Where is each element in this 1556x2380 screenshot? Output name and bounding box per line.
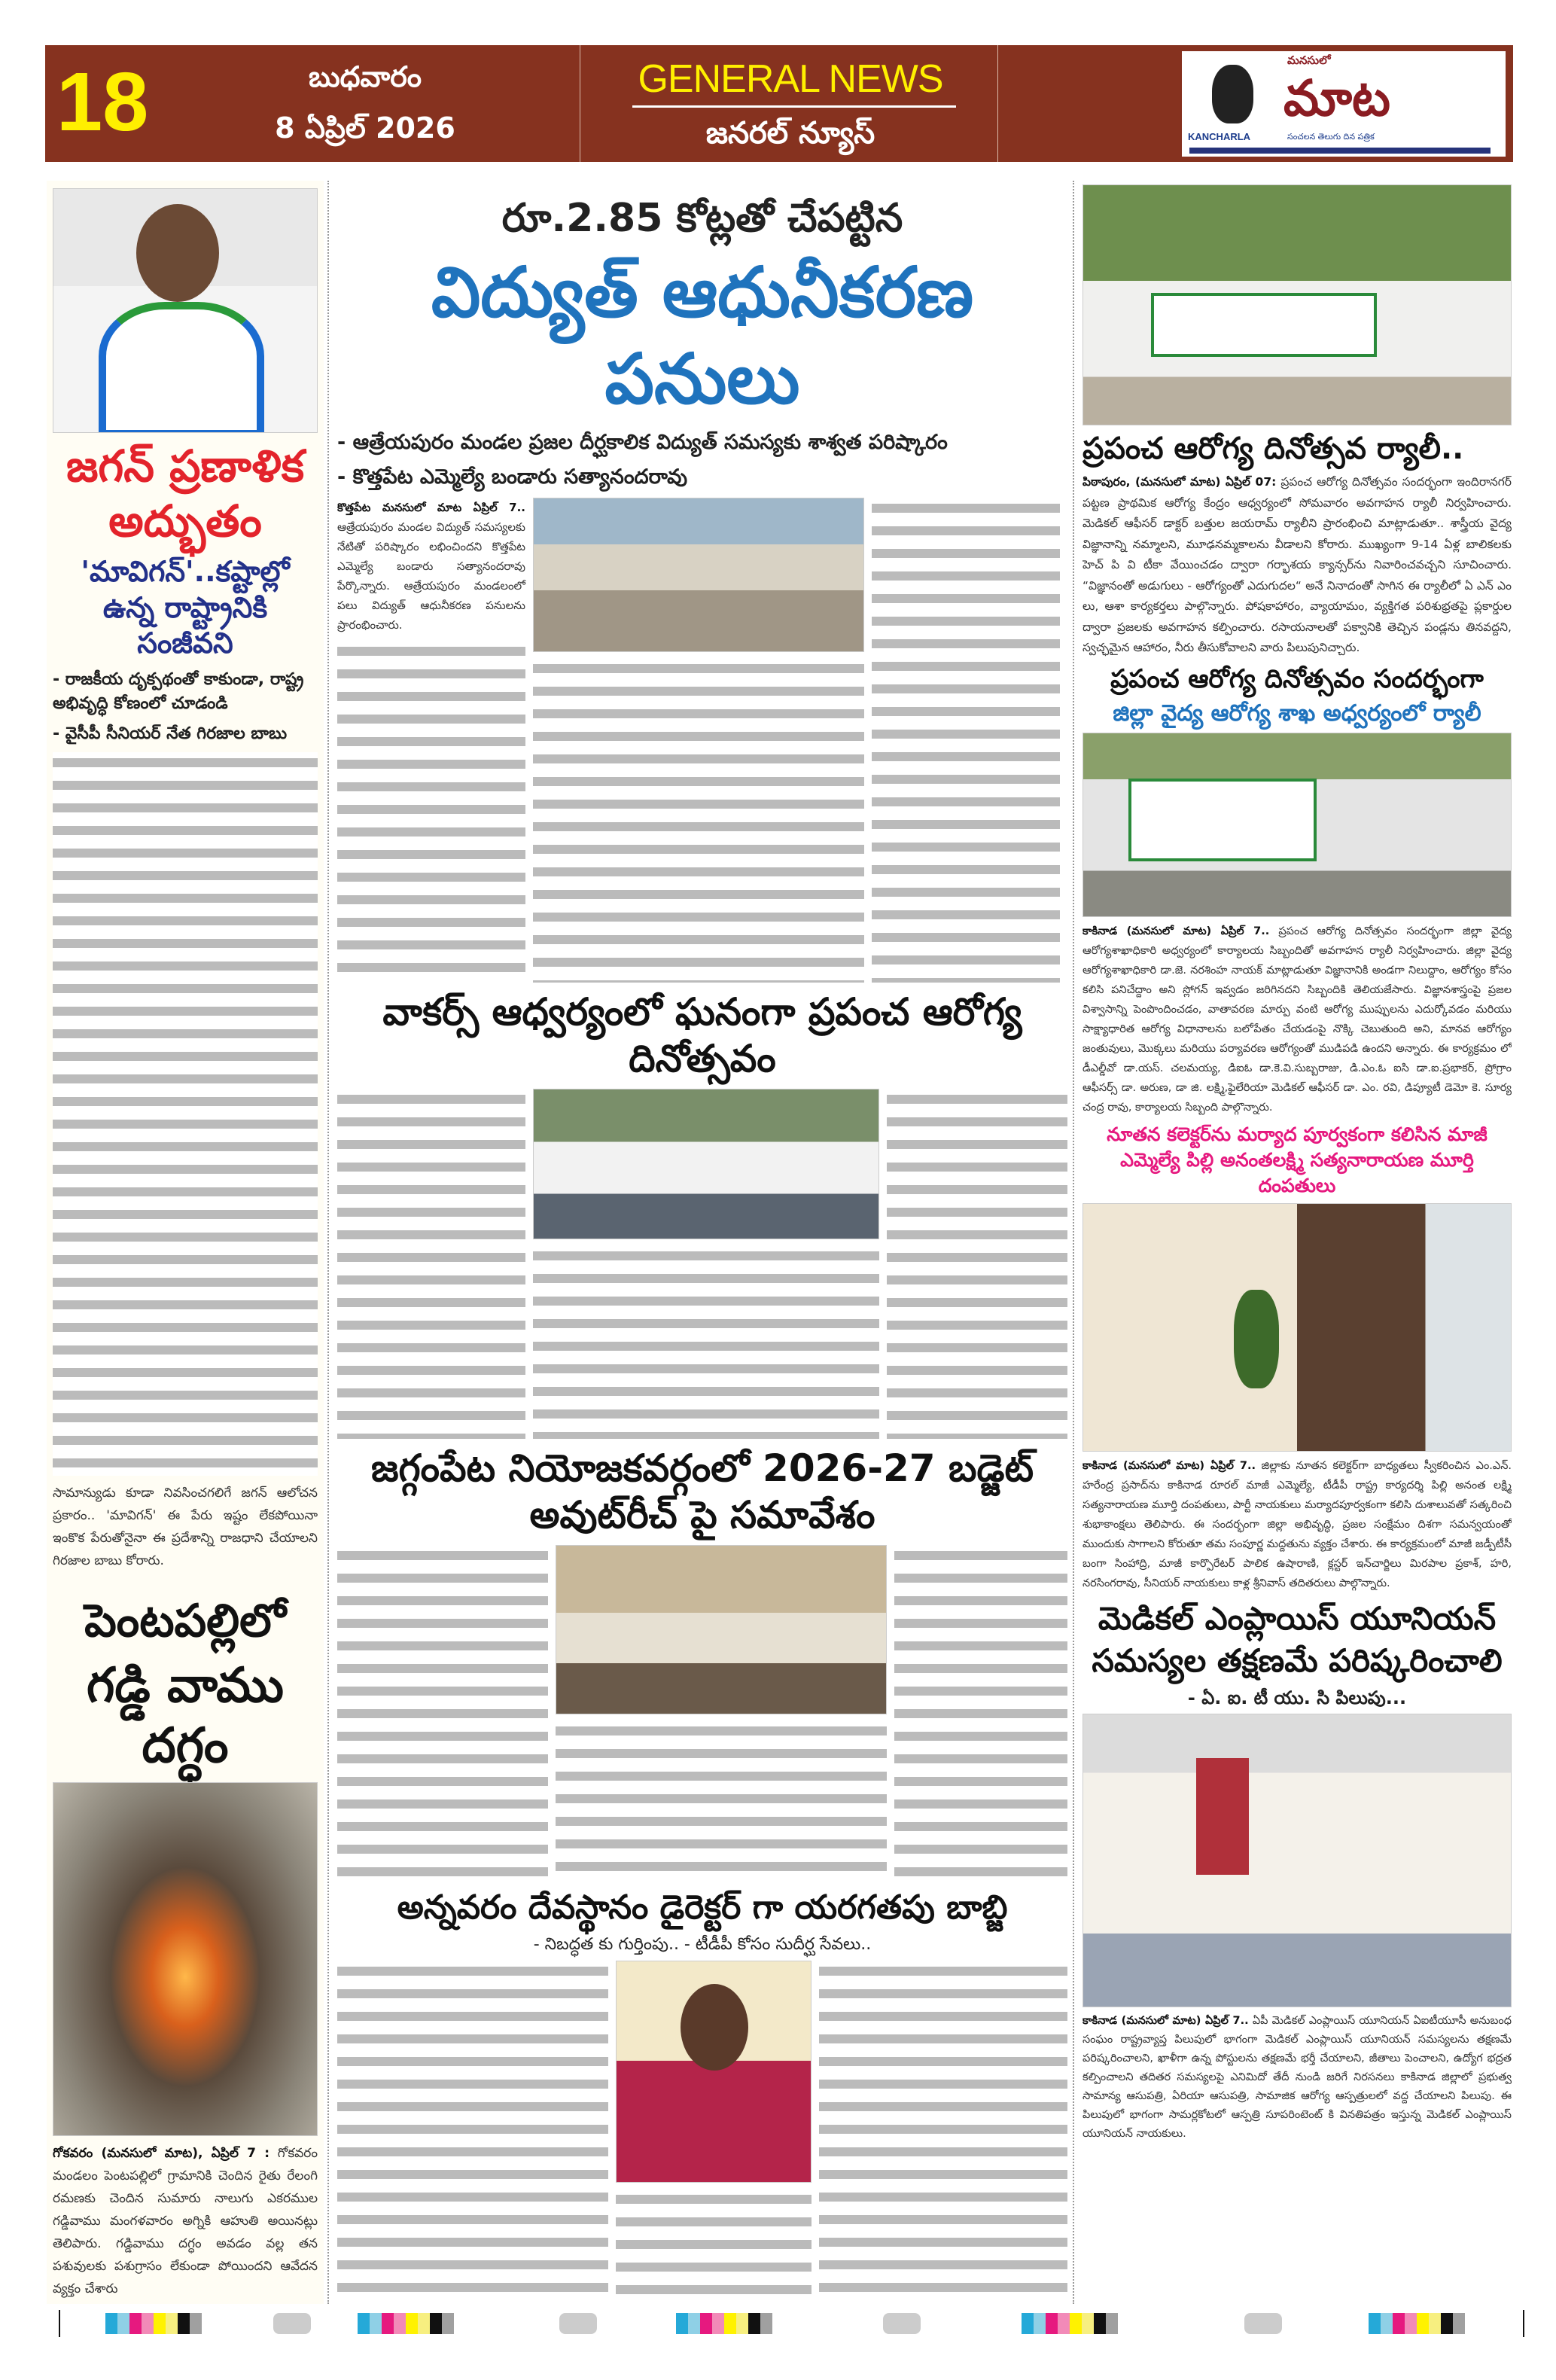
color-swatch [142,2313,154,2334]
color-swatch [1082,2313,1094,2334]
color-swatch [1429,2313,1441,2334]
article-body-text [533,1245,879,1439]
color-swatch [736,2313,748,2334]
color-swatch [382,2313,394,2334]
logo-tagline: సంచలన తెలుగు దిన పత్రిక [1287,132,1375,142]
story-walkers [337,1089,1067,1439]
color-swatch [394,2313,406,2334]
color-swatch [442,2313,454,2334]
color-swatch [166,2313,178,2334]
date: 8 ఏప్రిల్ 2026 [275,111,455,145]
article-body-text [337,1545,548,1881]
article-body-text [337,1089,525,1439]
article-body [1083,2012,1512,2144]
bullet: - కొత్తపేట ఎమ్మెల్యే బండారు సత్యానందరావు [337,465,688,489]
gray-patch [883,2313,921,2334]
body-text: జిల్లాకు నూతన కలెక్టర్‌గా బాధ్యతలు స్వీకరించిన ఎం.ఎన్. హరేంద్ర ప్రసాద్‌ను కాకినాడ రూరల్ మాజీ ఎమ్మెల్యే, టీడీపీ రాష్ట్ర కార్యదర్శి పిల్లి అనంత లక్ష్మి సత్యనారాయణ మూర్తి దంపతులు, పార్టీ నాయకులు మర్యాదపూర్వకంగా కలిసి దుశాలువతో సత్కరించి శుభాకాంక్షలు తెలిపారు. ఈ సందర్భంగా జిల్లా అభివృద్ధి, ప్రజల సంక్షేమం దిశగా సమన్వయంతో ముందుకు సాగాలని కోరుతూ తమ సంపూర్ణ మద్దతును వ్యక్తం చేశారు. ఈ కార్యక్రమంలో మాజీ జడ్పీటీసీ బంగా సింహాద్రి, మాజీ కార్పొరేటర్ పాలిక ఉషారాణి, క్లస్టర్ ఇన్‌చార్జిలు మిరపాల ప్రకాశ్, హరి, నరసింగరావు, సీనియర్ నాయకులు కాళ్ల శ్రీనివాస్ తదితరులు పాల్గొన్నారు. [1083,1459,1512,1589]
article-body-text [616,2189,811,2300]
left-column [53,188,318,2300]
headline: జగన్ ప్రణాళిక అద్భుతం [66,440,304,547]
article-body [53,2142,318,2300]
kicker: రూ.2.85 కోట్లతో చేపట్టిన [501,196,903,241]
headline: గడ్డి వాము దగ్ధం [87,1658,284,1774]
headline: ప్రపంచ ఆరోగ్య దినోత్సవం సందర్భంగా [1110,663,1484,694]
body-text: ఆత్రేయపురం మండల విద్యుత్ సమస్యలకు నేటితో పరిష్కారం లభించిందని కొత్తపేట ఎమ్మెల్యే బండారు సత్యానందరావు పేర్కొన్నారు. ఆత్రేయపురం మండలంలో పలు విద్యుత్ ఆధునీకరణ పనులను ప్రారంభించారు. [337,520,525,632]
gray-patch [273,2313,311,2334]
logo-small: మనసులో [1287,53,1331,67]
day: బుధవారం [308,60,422,93]
color-swatch [129,2313,142,2334]
bullet: - ఆత్రేయపురం మండల ప్రజల దీర్ఘకాలిక విద్యుత్ సమస్యకు శాశ్వత పరిష్కారం [337,431,948,454]
inauguration-photo [533,498,864,652]
portrait-icon [1212,65,1253,123]
newspaper-logo [1182,51,1506,157]
logo-brand: KANCHARLA [1188,131,1251,142]
color-swatch [1022,2313,1034,2334]
color-bar [358,2313,454,2334]
article-body [337,498,525,635]
color-swatch [1405,2313,1417,2334]
color-swatch [1417,2313,1429,2334]
color-swatch [748,2313,760,2334]
bullet: - వైసీపీ సీనియర్ నేత గిరజాల బాబు [53,724,288,743]
article-body-end: సామాన్యుడు కూడా నివసించగలిగే జగన్ ఆలోచన ప్రకారం.. 'మావిగన్' ఈ పేరు ఇష్టం లేకపోయినా ఇంకొక పేరుతోనైనా ఈ ప్రదేశాన్ని రాజధాని చేయాలని గిరజాల బాబు కోరారు. [53,1486,318,1568]
article-body-text [337,1961,608,2300]
color-swatch [190,2313,202,2334]
color-bar [1022,2313,1118,2334]
color-swatch [1094,2313,1106,2334]
article-body-text [337,641,525,983]
color-swatch [1106,2313,1118,2334]
dateline: కాకినాడ (మనసులో మాట) ఏప్రిల్ 7.. [1083,1459,1256,1472]
story-budget-meeting [337,1545,1067,1881]
body-text: ప్రపంచ ఆరోగ్య దినోత్సవం సందర్భంగా ఇందిరానగర్ పట్టణ ప్రాథమిక ఆరోగ్య కేంద్రం ఆధ్వర్యంలో సోమవారం అవగాహన ర్యాలీ నిర్వహించారు. మెడికల్ ఆఫీసర్ డాక్టర్ బత్తుల జయరామ్ ర్యాలీని ప్రారంభించి మాట్లాడుతూ.. శాస్త్రీయ వైద్య విజ్ఞానాన్ని నమ్మాలని, మూఢనమ్మకాలను వీడాలని కోరారు. ముఖ్యంగా 9-14 ఏళ్ల బాలికలకు హెచ్ పి వి టీకా వేయించడం ద్వారా గర్భాశయ క్యాన్సర్‌ను నివారించవచ్చని సూచించారు. “విజ్ఞానంతో అడుగులు - ఆరోగ్యంతో ఎదుగుదల“ అనే నినాదంతో సాగిన ఈ ర్యాలీలో ఏ ఎన్ ఎం లు, ఆశా కార్యకర్తలు పాల్గొన్నారు. పోషకాహారం, వ్యాయామం, వ్యక్తిగత పరిశుభ్రతపై ప్లకార్డుల ద్వారా ప్రజలకు అవగాహన కల్పించారు. రసాయనాలతో పక్వానికి తెచ్చిన పండ్లను తినవద్దని, స్వచ్ఛమైన ఆహారం, నీరు తీసుకోవాలని వారు పిలుపునిచ్చారు. [1083,475,1512,654]
color-swatch [154,2313,166,2334]
crop-mark [59,2310,60,2337]
headline: అన్నవరం దేవస్థానం డైరెక్టర్ గా యరగతపు బాబ్జి [397,1888,1008,1927]
subheadline: జిల్లా వైద్య ఆరోగ్య శాఖ అధ్వర్యంలో ర్యాలీ [1113,700,1481,727]
headline: పెంటపల్లిలో [84,1595,286,1647]
color-swatch [418,2313,430,2334]
dateline: కొత్తపేట మనసులో మాట ఏప్రిల్ 7.. [337,501,525,514]
color-swatch [406,2313,418,2334]
subheadline: - నిబద్ధత కు గుర్తింపు.. - టీడీపీ కోసం సుదీర్ఘ సేవలు.. [533,1934,872,1954]
right-column [1083,184,1512,2300]
color-swatch [105,2313,117,2334]
color-swatch [760,2313,772,2334]
haystack-fire-photo [53,1782,318,2136]
color-swatch [712,2313,724,2334]
medical-union-photo [1083,1714,1512,2007]
headline: ప్రపంచ ఆరోగ్య దినోత్సవ ర్యాలీ.. [1083,431,1464,466]
section-title-en: GENERAL NEWS [638,57,943,101]
walkers-group-photo [533,1089,879,1239]
color-swatch [688,2313,700,2334]
dateline: పిఠాపురం, (మనసులో మాట) ఏప్రిల్ 07: [1083,475,1277,489]
meeting-photo [556,1545,887,1714]
color-swatch [1058,2313,1070,2334]
article-body [1083,1456,1512,1593]
politician-photo [53,188,318,433]
gray-patch [559,2313,597,2334]
color-swatch [1381,2313,1393,2334]
main-headline: విద్యుత్ ఆధునీకరణ పనులు [431,252,974,419]
portrait-photo [616,1961,811,2183]
color-swatch [676,2313,688,2334]
color-swatch [117,2313,129,2334]
color-bar [1369,2313,1465,2334]
section-title-te: జనరల్ న్యూస్ [705,116,875,151]
color-swatch [370,2313,382,2334]
body-text: ప్రపంచ ఆరోగ్య దినోత్సవం సందర్భంగా జిల్లా వైద్య ఆరోగ్యశాఖాధికారి అధ్వర్యంలో కార్యాలయ సిబ్బందితో అవగాహన ర్యాలీ నిర్వహించారు. జిల్లా వైద్య ఆరోగ్యశాఖాధికారి డా.జె. నరశింహ నాయక్ మాట్లాడుతూ విజ్ఞానానికి అండగా నిలుద్దాం, ఆరోగ్యం కోసం కలిసి పనిచేద్దాం అని స్లోగన్ ఇవ్వడం జరిగినదని సిబ్బందికి తెలియజేసారు. విజ్ఞానశాస్త్రంపై ప్రజల విశ్వాసాన్ని పెంపొందించడం, వాతావరణ మార్పు వంటి ఆరోగ్య ముప్పులను ఎదుర్కోవడం మరియు సాక్ష్యాధారిత ఆరోగ్య విధానాలను బలోపేతం చేయడంపై నొక్కి చెబుతుంది అని, మానవ ఆరోగ్యం జంతువులు, మొక్కలు మరియు పర్యావరణ ఆరోగ్యంతో ముడిపడి ఉందని అన్నారు. ఈ కార్యక్రమం లో డీఎల్డీవో డా.యస్. చలమయ్య, డిఐఓ డా.కె.వి.సుబ్బరాజు, డి.ఎం.ఓ ఐసి డా.ఐ.ప్రభాకర్, ప్రోగ్రాం ఆఫీసర్స్ డా. అరుణ, డా జి. లక్ష్మి,ఫైలేరియా మెడికల్ ఆఫీసర్ డా. ఎం. రవి, డిప్యూటీ డెమో కె. సూర్య చంద్ర రావు, కార్యాలయ సిబ్బంది పాల్గొన్నారు. [1083,925,1512,1114]
color-swatch [1441,2313,1453,2334]
article-body-text [819,1961,1067,2300]
collector-meeting-photo [1083,1203,1512,1452]
headline: మెడికల్ ఎంప్లాయిస్ యూనియన్ సమస్యల తక్షణమే పరిష్కరించాలి [1092,1599,1503,1679]
article-body-text [556,1720,887,1881]
color-swatch [724,2313,736,2334]
masthead [45,45,1513,162]
headline: నూతన కలెక్టర్‌ను మర్యాద పూర్వకంగా కలిసిన మాజీ ఎమ్మెల్యే పిల్లి అనంతలక్ష్మి సత్యనారాయణ మూర్తి దంపతులు [1107,1123,1487,1196]
body-text: ఏపీ మెడికల్ ఎంప్లాయిస్ యూనియన్ ఏఐటీయూసీ అనుబంధ సంఘం రాష్ట్రవ్యాప్త పిలుపులో భాగంగా మెడికల్ ఎంప్లాయిస్ యూనియన్ సమస్యలను తక్షణమే పరిష్కరించాలని, ఖాళీగా ఉన్న పోస్టులను తక్షణమే భర్తీ చేయాలని, జీతాలు పెంచాలని, ఉద్యోగ భద్రత కల్పించాలని తదితర సమస్యలపై ఎనిమిదో తేదీ నుండి జరిగే నిరసనలు కాకినాడ జిల్లాలో ప్రభుత్వ సామాన్య ఆసుపత్రి, ఏరియా ఆసుపత్రి, సామాజిక ఆరోగ్య ఆస్పత్రులలో వద్ద చేయాలని పిలుపు. ఈ పిలుపులో భాగంగా సామర్లకోటలో ఆస్పత్రి సూపరింటెంట్ కి వినతిపత్రం ఇస్తున్న మెడికల్ ఎంప్లాయిస్ యూనియన్ నాయకులు. [1083,2014,1512,2140]
subheadline: 'మావిగన్'..కష్టాల్లో ఉన్న రాష్ట్రానికి సంజీవని [81,555,290,660]
color-swatch [430,2313,442,2334]
divider [632,105,956,108]
color-bar [676,2313,772,2334]
color-swatch [1369,2313,1381,2334]
color-swatch [1070,2313,1082,2334]
article-body [1083,922,1512,1117]
color-swatch [700,2313,712,2334]
story-annavaram [337,1961,1067,2300]
color-swatch [1393,2313,1405,2334]
color-swatch [178,2313,190,2334]
color-swatch [1034,2313,1046,2334]
subheadline: - ఏ. ఐ. టీ యు. సి పిలుపు... [1187,1687,1407,1708]
dateline: గోకవరం (మనసులో మాట), ఏప్రిల్ 7 : [53,2146,270,2161]
article-body-text [887,1089,1067,1439]
headline: జగ్గంపేట నియోజకవర్గంలో 2026-27 బడ్జెట్ అవుట్‌రీచ్ పై సమావేశం [370,1446,1034,1537]
crop-mark [1523,2310,1524,2337]
color-bar [105,2313,202,2334]
health-rally-photo [1083,184,1512,425]
page-number: 18 [56,56,149,148]
district-rally-photo [1083,733,1512,917]
body-text: గోకవరం మండలం పెంటపల్లిలో గ్రామానికి చెందిన రైతు రేలంగి రమణకు చెందిన సుమారు నాలుగు ఎకరముల గడ్డివాము మంగళవారం అగ్నికి ఆహుతి అయినట్లు తెలిపారు. గడ్డివాము దగ్ధం అవడం వల్ల తన పశువులకు పశుగ్రాసం లేకుండా పోయిందని ఆవేదన వ్యక్తం చేశారు [53,2146,318,2296]
dateline: కాకినాడ (మనసులో మాట) ఏప్రిల్ 7.. [1083,925,1270,937]
article-body-text [53,752,318,1476]
bullet: - రాజకీయ దృక్పథంతో కాకుండా, రాష్ట్ర అభివృద్ధి కోణంలో చూడండి [53,669,304,713]
article-body-text [872,498,1060,983]
color-swatch [358,2313,370,2334]
color-swatch [1046,2313,1058,2334]
article-body-text [894,1545,1067,1881]
article-body [1083,472,1512,659]
story-power-works [337,498,1067,983]
middle-column [337,194,1067,2300]
logo-main: మాట [1283,69,1390,127]
article-body-text [533,658,864,983]
color-swatch [1453,2313,1465,2334]
gray-patch [1244,2313,1282,2334]
headline: వాకర్స్ ఆధ్వర్యంలో ఘనంగా ప్రపంచ ఆరోగ్య దినోత్సవం [382,989,1022,1081]
dateline: కాకినాడ (మనసులో మాట) ఏప్రిల్ 7.. [1083,2014,1249,2027]
